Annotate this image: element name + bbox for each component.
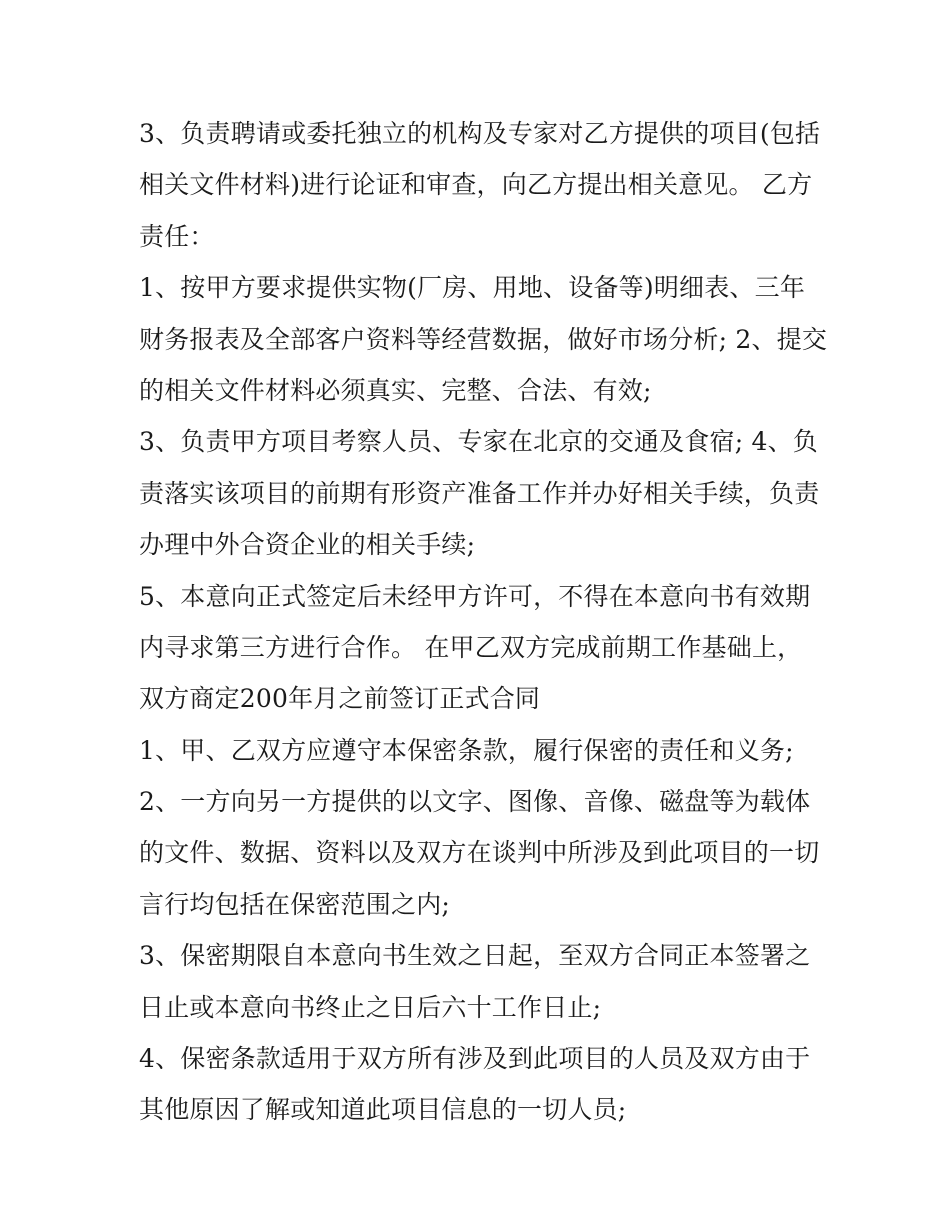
document-body	[139, 108, 829, 1136]
text-line: 5、本意向正式签定后未经甲方许可，不得在本意向书有效期	[139, 581, 811, 611]
text-line: 双方商定200年月之前签订正式合同	[139, 684, 541, 714]
text-line: 日止或本意向书终止之日后六十工作日止;	[139, 992, 602, 1022]
text-line: 1、按甲方要求提供实物(厂房、用地、设备等)明细表、三年	[139, 273, 806, 303]
text-line: 内寻求第三方进行合作。 在甲乙双方完成前期工作基础上，	[139, 632, 803, 662]
text-line: 相关文件材料)进行论证和审查，向乙方提出相关意见。 乙方	[139, 170, 813, 200]
text-line: 2、一方向另一方提供的以文字、图像、音像、磁盘等为载体	[139, 787, 811, 817]
text-line: 的相关文件材料必须真实、完整、合法、有效;	[139, 375, 652, 405]
text-line: 责任：	[139, 221, 215, 251]
text-line: 3、负责聘请或委托独立的机构及专家对乙方提供的项目(包括	[139, 119, 821, 148]
text-line: 1、甲、乙双方应遵守本保密条款，履行保密的责任和义务;	[139, 735, 794, 765]
text-line: 的文件、数据、资料以及双方在谈判中所涉及到此项目的一切	[139, 838, 820, 868]
text-line: 财务报表及全部客户资料等经营数据，做好市场分析; 2、提交	[139, 324, 828, 354]
text-line: 责落实该项目的前期有形资产准备工作并办好相关手续，负责	[139, 478, 820, 508]
text-line: 4、保密条款适用于双方所有涉及到此项目的人员及双方由于	[139, 1044, 811, 1074]
text-line: 言行均包括在保密范围之内;	[139, 889, 451, 919]
text-line: 其他原因了解或知道此项目信息的一切人员;	[139, 1095, 627, 1125]
text-line: 办理中外合资企业的相关手续;	[139, 530, 476, 560]
text-line: 3、负责甲方项目考察人员、专家在北京的交通及食宿; 4、负	[139, 427, 818, 457]
text-line: 3、保密期限自本意向书生效之日起，至双方合同正本签署之	[139, 941, 811, 971]
